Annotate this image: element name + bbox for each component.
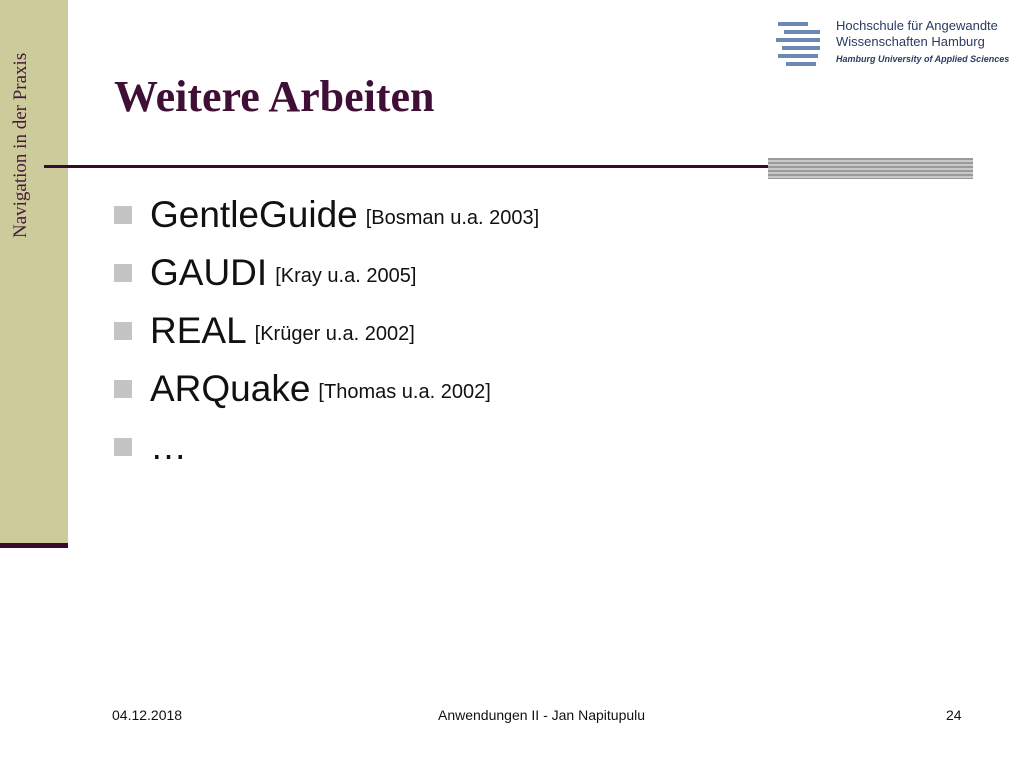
logo-line-1: Hochschule für Angewandte (836, 18, 998, 33)
bullet-square-icon (114, 322, 132, 340)
bullet-reference: [Bosman u.a. 2003] (365, 207, 540, 229)
slide-title: Weitere Arbeiten (114, 72, 435, 121)
university-logo (776, 18, 1016, 72)
bullet-square-icon (114, 380, 132, 398)
logo-bars-icon (776, 22, 822, 66)
bullet-list (114, 186, 539, 476)
footer-author: Anwendungen II - Jan Napitupulu (438, 707, 646, 723)
bullet-reference: [Thomas u.a. 2002] (318, 381, 491, 403)
title-rule (44, 165, 774, 168)
bullet-text: GentleGuide (150, 194, 358, 235)
logo-line-3: Hamburg University of Applied Sciences (836, 54, 1010, 64)
bullet-text: ARQuake (150, 368, 311, 409)
bullet-text: REAL (150, 310, 247, 351)
bullet-text: … (150, 426, 187, 467)
bullet-square-icon (114, 438, 132, 456)
logo-line-2: Wissenschaften Hamburg (836, 34, 985, 49)
footer-date: 04.12.2018 (112, 707, 183, 723)
list-item (114, 418, 539, 476)
side-band-bottom-rule (0, 543, 68, 548)
bullet-square-icon (114, 206, 132, 224)
logo-text (836, 18, 1016, 66)
list-item (114, 244, 539, 302)
bullet-square-icon (114, 264, 132, 282)
bullet-text: GAUDI (150, 252, 268, 293)
page-number: 24 (946, 707, 962, 723)
list-item (114, 302, 539, 360)
list-item (114, 360, 539, 418)
bullet-reference: [Kray u.a. 2005] (275, 265, 417, 287)
side-label: Navigation in der Praxis (10, 52, 31, 238)
list-item (114, 186, 539, 244)
bullet-reference: [Krüger u.a. 2002] (254, 323, 415, 345)
title-rule-block (768, 158, 973, 179)
